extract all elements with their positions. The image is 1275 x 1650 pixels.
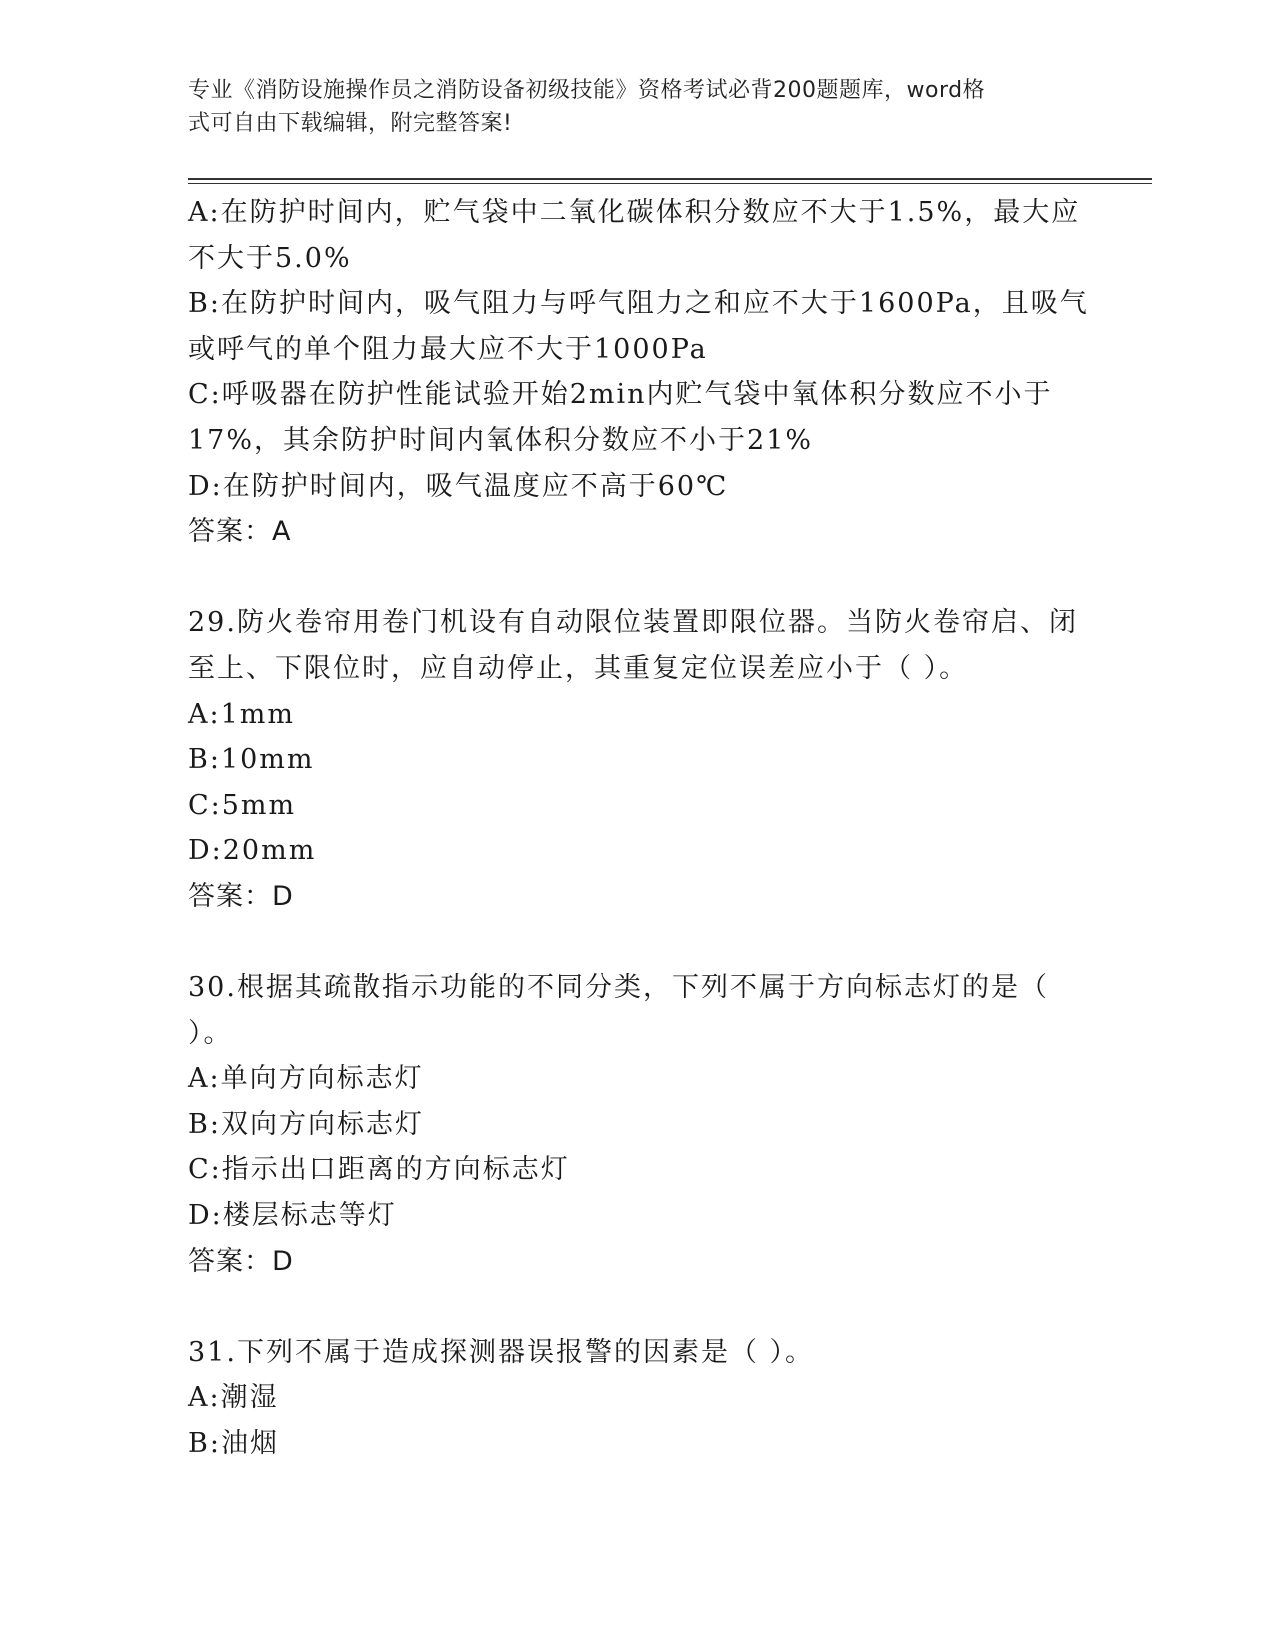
question-30 [188,965,1088,1284]
q29-option-b: B:10mm [188,744,315,776]
q28-option-b-line-2: 或呼气的单个阻力最大应不大于1000Pa [188,333,708,365]
q30-answer: 答案：D [188,1245,294,1277]
question-31 [188,1330,1088,1467]
header-line-1: 专业《消防设施操作员之消防设备初级技能》资格考试必背200题题库，word格 [188,78,986,103]
spacer [188,920,1088,966]
q28-option-d: D:在防护时间内，吸气温度应不高于60℃ [188,470,729,502]
q31-option-b: B:油烟 [188,1428,279,1460]
q31-option-a: A:潮湿 [188,1382,279,1414]
q28-option-c-line-2: 17%，其余防护时间内氧体积分数应不小于21% [188,424,814,456]
q29-stem-line-2: 至上、下限位时，应自动停止，其重复定位误差应小于（ ）。 [188,652,969,684]
question-content [188,190,1088,1467]
q30-option-b: B:双向方向标志灯 [188,1108,424,1140]
q29-option-d: D:20mm [188,835,317,867]
q29-option-a: A:1mm [188,698,295,730]
document-header [188,74,1068,140]
header-line-2: 式可自由下载编辑，附完整答案! [188,111,513,136]
q30-option-d: D:楼层标志等灯 [188,1200,397,1232]
q28-option-a-line-1: A:在防护时间内，贮气袋中二氧化碳体积分数应不大于1.5%，最大应 [188,197,1081,228]
q30-stem-line-2: ）。 [188,1017,233,1049]
question-29 [188,600,1088,919]
q28-option-b-line-1: B:在防护时间内，吸气阻力与呼气阻力之和应不大于1600Pa，且吸气 [188,288,1089,320]
spacer [188,555,1088,601]
header-rule-thick [188,178,1152,180]
q28-answer: 答案：A [188,516,292,548]
q28-option-c-line-1: C:呼吸器在防护性能试验开始2min内贮气袋中氧体积分数应不小于 [188,379,1053,411]
question-28 [188,190,1088,555]
q29-stem-line-1: 29.防火卷帘用卷门机设有自动限位装置即限位器。当防火卷帘启、闭 [188,607,1078,639]
q30-option-c: C:指示出口距离的方向标志灯 [188,1154,570,1186]
q30-option-a: A:单向方向标志灯 [188,1063,424,1095]
q29-answer: 答案：D [188,880,294,912]
q31-stem-line-1: 31.下列不属于造成探测器误报警的因素是（ ）。 [188,1336,815,1368]
header-rule-thin [188,183,1152,184]
q29-option-c: C:5mm [188,789,297,821]
q30-stem-line-1: 30.根据其疏散指示功能的不同分类，下列不属于方向标志灯的是（ [188,972,1049,1004]
spacer [188,1284,1088,1330]
q28-option-a-line-2: 不大于5.0% [188,242,352,274]
